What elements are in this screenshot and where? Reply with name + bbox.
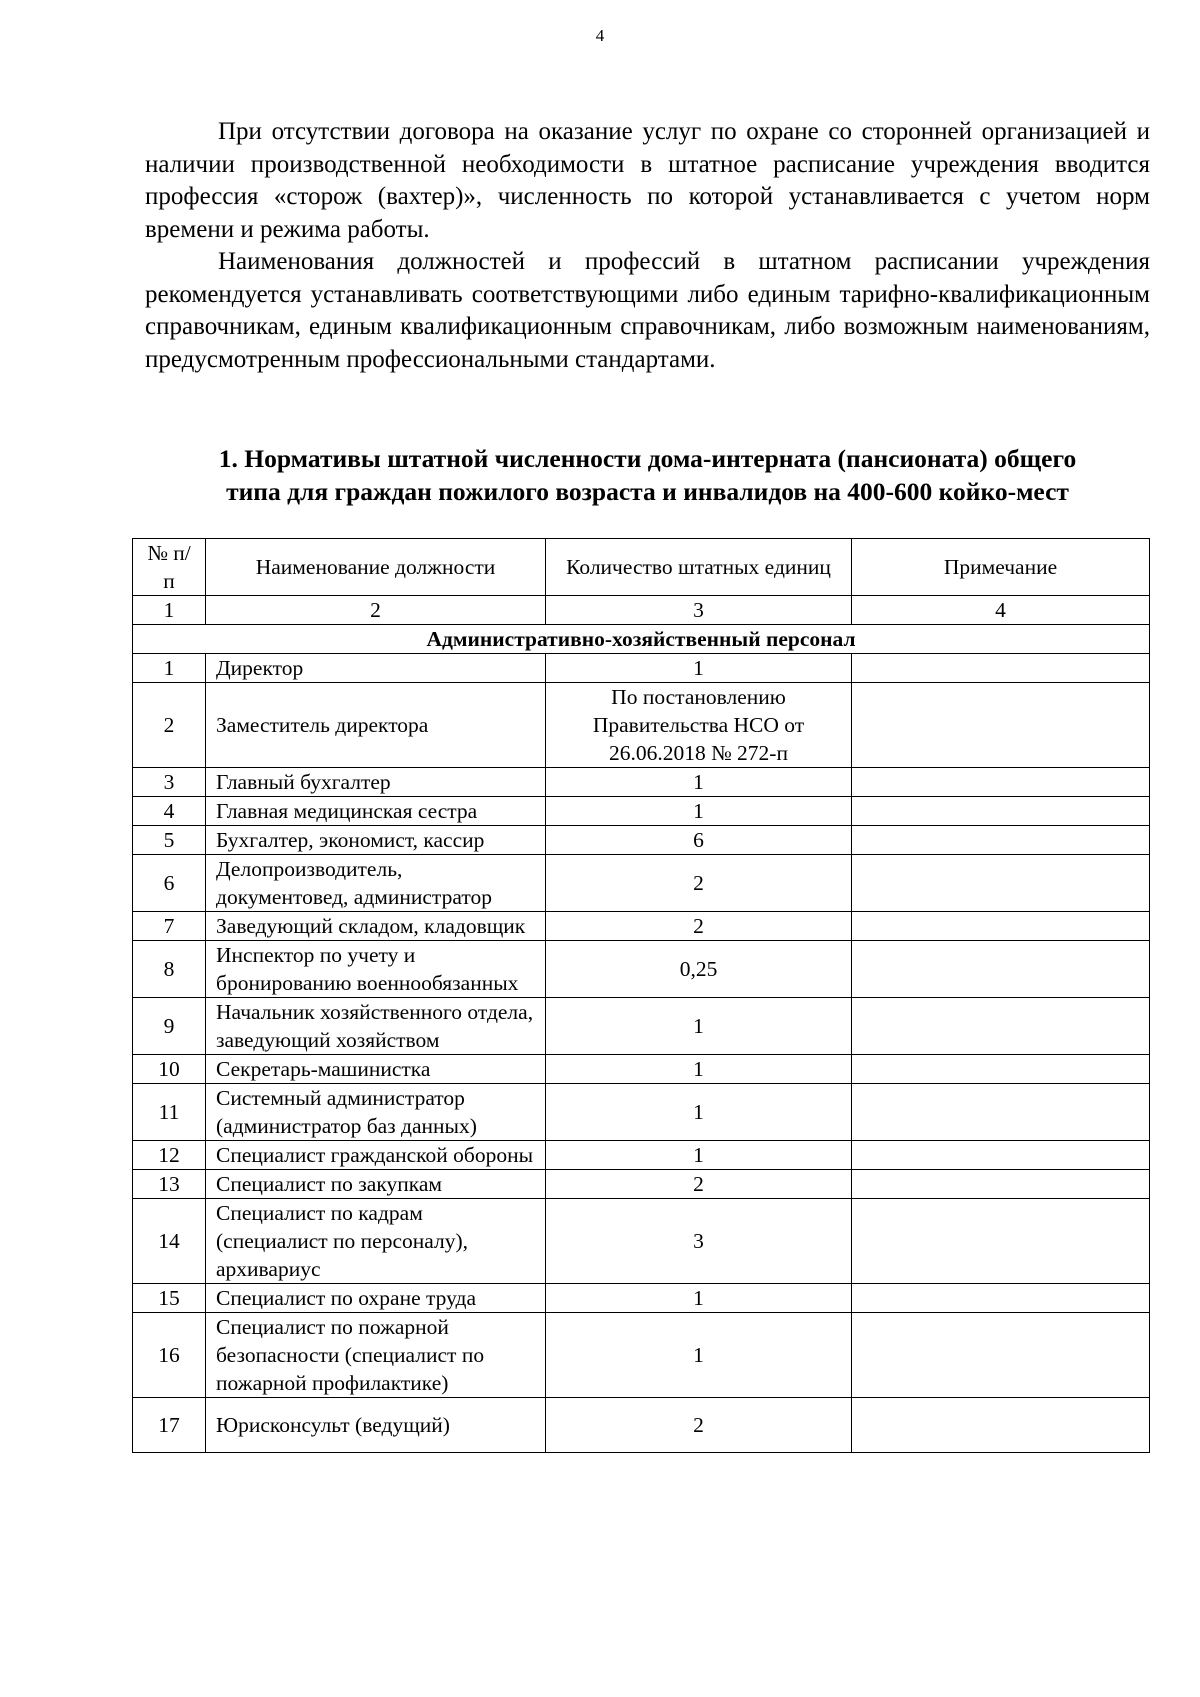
staff-quantity: 2 — [546, 855, 852, 912]
row-note — [852, 797, 1150, 826]
row-number: 17 — [133, 1398, 206, 1453]
row-number: 14 — [133, 1199, 206, 1284]
staff-quantity: 1 — [546, 1313, 852, 1398]
staff-quantity: 1 — [546, 797, 852, 826]
position-name: Заведующий складом, кладовщик — [206, 912, 546, 941]
header-qty: Количество штатных единиц — [546, 539, 852, 596]
staff-quantity: 2 — [546, 912, 852, 941]
position-name: Делопроизводитель, документовед, администратор — [206, 855, 546, 912]
header-name: Наименование должности — [206, 539, 546, 596]
row-note — [852, 912, 1150, 941]
paragraph: Наименования должностей и профессий в штатном расписании учреждения рекомендуется устанавливать соответствующими либо единым тарифно-квалификационным справочникам, единым квалификационным справочникам, либо возможным наименованиям, предусмотренным профессиональными стандартами. — [145, 248, 1150, 373]
row-note — [852, 855, 1150, 912]
table-row — [133, 1284, 1150, 1313]
row-number: 13 — [133, 1170, 206, 1199]
table-row — [133, 1084, 1150, 1141]
row-number: 5 — [133, 826, 206, 855]
column-number: 2 — [206, 596, 546, 625]
row-note — [852, 1313, 1150, 1398]
row-number: 2 — [133, 683, 206, 768]
table-row — [133, 1055, 1150, 1084]
group-row — [133, 625, 1150, 654]
row-number: 4 — [133, 797, 206, 826]
row-number: 15 — [133, 1284, 206, 1313]
table-row — [133, 1398, 1150, 1453]
row-number: 9 — [133, 998, 206, 1055]
position-name: Главный бухгалтер — [206, 768, 546, 797]
position-name: Главная медицинская сестра — [206, 797, 546, 826]
row-note — [852, 1284, 1150, 1313]
header-num: № п/п — [133, 539, 206, 596]
position-name: Секретарь-машинистка — [206, 1055, 546, 1084]
row-number: 16 — [133, 1313, 206, 1398]
position-name: Специалист по пожарной безопасности (специалист по пожарной профилактике) — [206, 1313, 546, 1398]
table-row — [133, 998, 1150, 1055]
position-name: Специалист по закупкам — [206, 1170, 546, 1199]
column-number: 1 — [133, 596, 206, 625]
row-number: 11 — [133, 1084, 206, 1141]
row-number: 6 — [133, 855, 206, 912]
row-note — [852, 1170, 1150, 1199]
section-title — [145, 442, 1150, 508]
table-row — [133, 855, 1150, 912]
table-row — [133, 941, 1150, 998]
table-row — [133, 1170, 1150, 1199]
staff-quantity: 1 — [546, 1055, 852, 1084]
row-note — [852, 654, 1150, 683]
row-number: 3 — [133, 768, 206, 797]
position-name: Инспектор по учету и бронированию военнообязанных — [206, 941, 546, 998]
position-name: Специалист по кадрам (специалист по персоналу), архивариус — [206, 1199, 546, 1284]
position-name: Бухгалтер, экономист, кассир — [206, 826, 546, 855]
staff-quantity: 2 — [546, 1398, 852, 1453]
section-title-line: типа для граждан пожилого возраста и инвалидов на 400-600 койко-мест — [226, 477, 1069, 506]
staff-quantity: 1 — [546, 1284, 852, 1313]
table-row — [133, 826, 1150, 855]
staff-quantity: 1 — [546, 1141, 852, 1170]
staff-quantity: 1 — [546, 998, 852, 1055]
staff-quantity: 1 — [546, 1084, 852, 1141]
row-note — [852, 1084, 1150, 1141]
table-row — [133, 1141, 1150, 1170]
staff-quantity: 1 — [546, 768, 852, 797]
row-number: 7 — [133, 912, 206, 941]
column-number: 4 — [852, 596, 1150, 625]
row-note — [852, 1199, 1150, 1284]
column-number-row — [133, 596, 1150, 625]
position-name: Системный администратор (администратор баз данных) — [206, 1084, 546, 1141]
staff-quantity: 2 — [546, 1170, 852, 1199]
group-title: Административно-хозяйственный персонал — [133, 625, 1150, 654]
row-number: 12 — [133, 1141, 206, 1170]
table-row — [133, 768, 1150, 797]
staff-quantity: 3 — [546, 1199, 852, 1284]
table-row — [133, 1199, 1150, 1284]
column-number: 3 — [546, 596, 852, 625]
paragraph: При отсутствии договора на оказание услуг по охране со сторонней организацией и наличии производственной необходимости в штатное расписание учреждения вводится профессия «сторож (вахтер)», численность по которой устанавливается с учетом норм времени и режима работы. — [145, 118, 1150, 243]
staff-quantity: 6 — [546, 826, 852, 855]
row-note — [852, 768, 1150, 797]
row-note — [852, 826, 1150, 855]
position-name: Начальник хозяйственного отдела, заведующий хозяйством — [206, 998, 546, 1055]
table-row — [133, 683, 1150, 768]
row-number: 8 — [133, 941, 206, 998]
table-row — [133, 912, 1150, 941]
row-note — [852, 941, 1150, 998]
row-note — [852, 1055, 1150, 1084]
staff-quantity: 1 — [546, 654, 852, 683]
staff-quantity: 0,25 — [546, 941, 852, 998]
table-row — [133, 797, 1150, 826]
table-row — [133, 654, 1150, 683]
body-text — [145, 116, 1150, 376]
row-note — [852, 1398, 1150, 1453]
page-number: 4 — [595, 26, 605, 45]
row-number: 10 — [133, 1055, 206, 1084]
staff-quantity: По постановлению Правительства НСО от 26.06.2018 № 272-п — [546, 683, 852, 768]
row-note — [852, 998, 1150, 1055]
position-name: Директор — [206, 654, 546, 683]
table-row — [133, 1313, 1150, 1398]
staff-norms-table — [132, 538, 1150, 1453]
section-title-line: 1. Нормативы штатной численности дома-интерната (пансионата) общего — [218, 444, 1077, 473]
row-number: 1 — [133, 654, 206, 683]
position-name: Специалист гражданской обороны — [206, 1141, 546, 1170]
position-name: Специалист по охране труда — [206, 1284, 546, 1313]
row-note — [852, 683, 1150, 768]
row-note — [852, 1141, 1150, 1170]
position-name: Юрисконсульт (ведущий) — [206, 1398, 546, 1453]
header-note: Примечание — [852, 539, 1150, 596]
position-name: Заместитель директора — [206, 683, 546, 768]
table-header-row — [133, 539, 1150, 596]
